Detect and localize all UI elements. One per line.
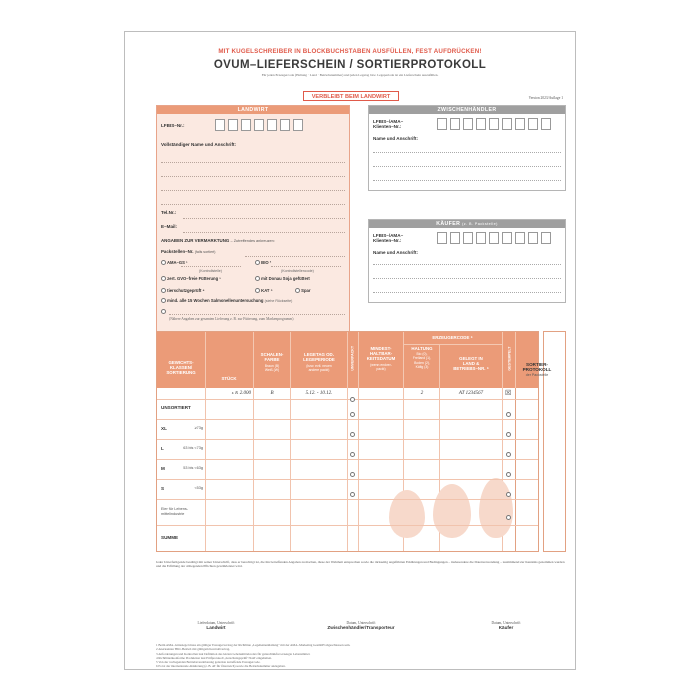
packstelle-label: Packstellen–Nr. (161, 249, 194, 254)
option-other[interactable] (161, 309, 166, 314)
row-m (161, 466, 205, 471)
digit-box[interactable] (528, 232, 538, 244)
col-haltung-header: HALTUNG (411, 346, 433, 351)
example-legetag: 5.12. - 10.12. (305, 391, 333, 396)
packstelle-input[interactable] (245, 256, 345, 257)
vermarktung-label: ANGABEN ZUR VERMARKTUNG (161, 238, 230, 243)
gestempelt-radio-l[interactable] (506, 446, 511, 464)
footnote: 5 Von der vorliegenden Betriebsvereinbarung gedeckte zutreffende Erzeugercode. (156, 660, 261, 665)
body-separator (358, 388, 359, 551)
example-gelegt: AT 1234567 (458, 391, 484, 396)
packstelle-row (161, 249, 215, 254)
kf-name-line[interactable] (373, 292, 561, 293)
unverpackt-radio-m[interactable] (350, 466, 355, 484)
example-stueck (207, 391, 251, 396)
gestempelt-radio-m[interactable] (506, 466, 511, 484)
row-xl (161, 426, 205, 431)
landwirt-name-line[interactable] (161, 204, 345, 205)
digit-box[interactable] (476, 232, 486, 244)
row-s-label: S (161, 486, 165, 491)
landwirt-email-input[interactable] (183, 232, 345, 233)
digit-box[interactable] (515, 118, 525, 130)
col-erzeugercode-header: ERZEUGERCODE ⁶ (432, 335, 473, 340)
footnote: 2 Anerkannter BIO–Betrieb mit gültigem Kontrollvertrag. (156, 647, 231, 652)
signature-row (156, 621, 566, 630)
radio-circle[interactable] (161, 288, 166, 293)
digit-box[interactable] (437, 118, 447, 130)
col-mhd-header: MINDEST- HALTBAR- KEITSDATUM (366, 346, 396, 362)
digit-box[interactable] (450, 232, 460, 244)
sorting-table (156, 331, 539, 552)
digit-box[interactable] (215, 119, 225, 131)
example-prefix: z. B. (231, 391, 239, 395)
landwirt-section (156, 105, 350, 359)
digit-box[interactable] (502, 232, 512, 244)
footnotes (156, 643, 566, 669)
kf-lfbis-label-2: Klienten–Nr.: (373, 238, 402, 244)
ama-kontrollstelle-input[interactable] (181, 266, 241, 267)
header-separator (502, 332, 503, 388)
zw-lfbis-label-2: Klienten–Nr.: (373, 124, 402, 130)
header-separator-h (403, 344, 502, 345)
option-spar[interactable] (295, 288, 310, 293)
header-separator (347, 332, 348, 388)
row-s (161, 486, 205, 491)
option-tierschutz[interactable] (161, 288, 205, 293)
row-s-sub: <53g (194, 486, 203, 490)
radio-circle[interactable] (506, 452, 511, 457)
digit-box[interactable] (463, 118, 473, 130)
gestempelt-radio-unsortiert[interactable] (506, 406, 511, 424)
row-separator (157, 479, 538, 480)
option-gvo[interactable] (161, 276, 221, 281)
option-ama-label: AMA–GS ¹ (167, 260, 188, 265)
digit-box[interactable] (280, 119, 290, 131)
radio-circle[interactable] (506, 492, 511, 497)
sortierprotokoll-title: SORTIER- PROTOKOLL (522, 362, 552, 373)
radio-circle[interactable] (161, 276, 166, 281)
option-kat[interactable] (255, 288, 273, 293)
row-separator (157, 499, 538, 500)
signature-landwirt-role: Landwirt (206, 625, 226, 630)
copy-stamp: VERBLEIBT BEIM LANDWIRT (303, 91, 399, 101)
gestempelt-radio-xl[interactable] (506, 426, 511, 444)
row-m-sub: 53 bis <63g (183, 466, 203, 470)
row-xl-sub: ≥73g (194, 426, 203, 430)
kf-lfbis-label (373, 233, 403, 244)
kf-name-label: Name und Anschrift: (373, 250, 419, 255)
ama-sub-label: (Kontrollstelle) (199, 269, 222, 273)
landwirt-name-line[interactable] (161, 176, 345, 177)
legal-statement: Jeder Unterfertigende bestätigt mit seiner Unterschrift, dass er berechtigt ist, die ihn betreffenden Angaben zu machen, diese der Wahrheit entsprechen sowie die rückseitig angeführten Erklärungen und Bedingungen – insbesondere die Datenverwendung – zustimmend zur Kenntnis genommen wurden und die Erfüllung der obliegenden Pflichten gewährleistet wird. (156, 560, 565, 569)
digit-box[interactable] (228, 119, 238, 131)
col-unverpackt-header: UNVERPACKT (350, 345, 355, 371)
signature-zwischenhaendler-role: Zwischenhändler/Transporteur (327, 625, 395, 630)
row-unsortiert-label: UNSORTIERT (161, 405, 191, 410)
landwirt-name-label: Vollständiger Name und Anschrift: (161, 142, 237, 147)
signature-kaeufer-role: Käufer (498, 625, 514, 630)
packstelle-hint: (falls sortiert) (194, 250, 216, 254)
signature-kaeufer-sub: Datum, Unterschrift (491, 621, 521, 625)
body-separator (205, 388, 206, 551)
sortierprotokoll-sub: der Packstelle (525, 372, 549, 377)
row-l-sub: 63 bis <73g (183, 446, 203, 450)
fill-instruction: MIT KUGELSCHREIBER IN BLOCKBUCHSTABEN AUSFÜLLEN, FEST AUFDRÜCKEN! (218, 48, 482, 55)
bio-sub (281, 268, 314, 273)
option-bio[interactable] (255, 260, 271, 265)
egg-decoration (389, 490, 425, 538)
example-stueck-value: 2.000 (239, 391, 251, 396)
zwischenhaendler-heading: ZWISCHENHÄNDLER (369, 106, 565, 114)
radio-circle[interactable] (506, 412, 511, 417)
kf-lfbis-label-1: LFBIS–/AMA– (373, 233, 404, 238)
option-salmonellen-sub: (siehe Rückseite) (264, 299, 293, 303)
example-farbe: B (270, 391, 274, 396)
body-separator (290, 388, 291, 551)
landwirt-tel-label: Tel.Nr.: (161, 210, 177, 215)
col-farbe-sub: Braun (B) Weiß (W) (264, 364, 280, 373)
digit-box[interactable] (293, 119, 303, 131)
radio-circle[interactable] (295, 288, 300, 293)
body-separator (515, 388, 516, 551)
kf-name-line[interactable] (373, 278, 561, 279)
radio-circle[interactable] (350, 432, 355, 437)
kaeufer-heading (369, 220, 565, 228)
example-haltung: 2 (420, 391, 424, 396)
zwischenhaendler-section (368, 105, 566, 191)
option-salmonellen[interactable] (161, 298, 292, 303)
row-l-label: L (161, 446, 164, 451)
radio-circle[interactable] (161, 309, 166, 314)
signature-landwirt[interactable] (156, 621, 276, 630)
col-gelegt-header: GELEGT IN LAND & BETRIEBS–NR. ⁶ (453, 356, 489, 372)
egg-decoration (433, 484, 471, 538)
digit-box[interactable] (267, 119, 277, 131)
zw-name-line[interactable] (373, 166, 561, 167)
row-separator (157, 439, 538, 440)
landwirt-email-label: E–Mail: (161, 224, 178, 229)
kaeufer-heading-sub: (z. B. Packstelle) (462, 222, 498, 226)
landwirt-tel-input[interactable] (183, 218, 345, 219)
col-klassen-header: GEWICHTS- KLASSEN/ SORTIERUNG (166, 360, 196, 376)
zw-name-line[interactable] (373, 152, 561, 153)
radio-circle[interactable] (350, 397, 355, 402)
example-stamped-checkbox: ☒ (505, 390, 512, 397)
digit-box[interactable] (489, 232, 499, 244)
col-legetag-header: LEGETAG OD. LEGEPERIODE (303, 352, 335, 363)
option-bio-label: BIO ² (261, 260, 272, 265)
digit-box[interactable] (450, 118, 460, 130)
other-input[interactable] (169, 314, 345, 315)
digit-box[interactable] (515, 232, 525, 244)
unverpackt-radio-s[interactable] (350, 486, 355, 504)
other-hint: (Nähere Angaben zur gesamten Lieferung z. B. zur Fütterung, zum Markenprogramm) (169, 317, 294, 321)
row-m-label: M (161, 466, 165, 471)
radio-circle[interactable] (255, 288, 260, 293)
signature-landwirt-sub: Lieferdatum, Unterschrift (197, 621, 235, 625)
vermarktung-heading (161, 238, 275, 243)
digit-box[interactable] (463, 232, 473, 244)
zw-lfbis-label (373, 119, 403, 130)
body-separator (347, 388, 348, 551)
unverpackt-radio-xl[interactable] (350, 426, 355, 444)
gestempelt-radio-industrie[interactable] (506, 509, 511, 527)
radio-circle[interactable] (161, 298, 166, 303)
form-version: Version 2023/Auflage 1 (528, 96, 563, 100)
form-subtitle: Für jeden Erzeugercode (Haltung · Land · Betriebsnummer) und jeden Legetag bzw. Legeperiode ist ein Lieferschein auszufüllen. (261, 73, 439, 77)
row-separator (157, 399, 538, 400)
digit-box[interactable] (541, 118, 551, 130)
footnote: 1 Beim AMA–Gütesiegel muss ein gültiger Erzeugervertrag der Richtlinie „Legehennenhaltung" mit der AMA–Marketing GesmbH abgeschlossen sein. (156, 643, 351, 647)
landwirt-lfbis-input[interactable] (215, 119, 306, 131)
unverpackt-radio-unsortiert[interactable] (350, 406, 355, 424)
digit-box[interactable] (241, 119, 251, 131)
option-spar-label: Spar (301, 288, 311, 293)
kaeufer-heading-label: KÄUFER (436, 221, 461, 227)
col-haltung-sub: Bio (0), Freiland (1), Boden (2), Käfig (3) (412, 352, 432, 370)
delivery-form-sheet (124, 31, 576, 670)
landwirt-name-line[interactable] (161, 162, 345, 163)
zw-lfbis-label-1: LFBIS–/AMA– (373, 119, 404, 124)
digit-box[interactable] (502, 118, 512, 130)
header-separator (358, 332, 359, 388)
kf-lfbis-input[interactable] (437, 232, 554, 244)
footnote: 6 Es ist der internationale Abkürzung (z. B. AT für Österreich) sowie die Betriebsnummer anzugeben. (156, 664, 286, 669)
row-xl-label: XL (161, 426, 167, 431)
radio-circle[interactable] (506, 515, 511, 520)
form-title: OVUM–LIEFERSCHEIN / SORTIERPROTOKOLL (213, 59, 487, 71)
landwirt-heading: LANDWIRT (157, 106, 349, 114)
vermarktung-hint: – Zutreffendes ankreuzen: (230, 239, 275, 243)
row-summe-label: SUMME (161, 535, 179, 540)
radio-circle[interactable] (255, 260, 260, 265)
zw-lfbis-input[interactable] (437, 118, 554, 130)
radio-circle[interactable] (255, 276, 260, 281)
digit-box[interactable] (437, 232, 447, 244)
footnote: 3 Anforderungen und Kontrollen laut Definition des letzten Lebensmittelcodex für gentechnikfrei erzeugte Lebensmittel. (156, 651, 311, 656)
landwirt-name-line[interactable] (161, 190, 345, 191)
bio-sub-label: (Kontrollstellencode) (281, 269, 314, 273)
col-stueck-header: STÜCK (221, 376, 237, 381)
digit-box[interactable] (254, 119, 264, 131)
radio-circle[interactable] (350, 492, 355, 497)
col-legetag-sub: (bzw. evtl. neuen andere packt) (306, 364, 332, 373)
option-donau[interactable] (255, 276, 310, 281)
option-kat-label: KAT ⁵ (261, 288, 273, 293)
signature-zwischenhaendler[interactable] (291, 621, 431, 630)
row-separator (157, 525, 538, 526)
zw-name-label: Name und Anschrift: (373, 136, 419, 141)
digit-box[interactable] (489, 118, 499, 130)
footnote: 4 Richtlinienkonforme Produktion laut Prüfprotokoll „tierschutzgeprüft"/KAT eingehalten. (156, 655, 272, 660)
body-separator (253, 388, 254, 551)
option-ama[interactable] (161, 260, 188, 265)
signature-kaeufer[interactable] (446, 621, 566, 630)
signature-zwischenhaendler-sub: Datum, Unterschrift (346, 621, 376, 625)
col-gestempelt-header: GESTEMPELT (507, 346, 512, 371)
row-industrie-label: Eier für Lebens- mittelindustrie (161, 507, 189, 516)
option-salmonellen-label: mind. alle 15 Wochen Salmonellenuntersuchung (167, 298, 264, 303)
option-donau-label: mit Donau Soja gefüttert (261, 276, 310, 281)
sortierprotokoll-header (509, 362, 565, 377)
option-tierschutz-label: tierschutzgeprüft ⁴ (167, 288, 205, 293)
radio-circle[interactable] (161, 260, 166, 265)
radio-circle[interactable] (506, 432, 511, 437)
row-l (161, 446, 205, 451)
bio-code-input[interactable] (271, 266, 341, 267)
ama-sub (199, 268, 222, 273)
kaeufer-section (368, 219, 566, 303)
header-separator (205, 332, 206, 388)
radio-circle[interactable] (350, 472, 355, 477)
unverpackt-radio-l[interactable] (350, 446, 355, 464)
digit-box[interactable] (541, 232, 551, 244)
col-farbe-header: SCHALEN- FARBE (260, 352, 284, 363)
col-mhd-sub: (wenn endver- packt) (370, 363, 392, 372)
gestempelt-radio-s[interactable] (506, 486, 511, 504)
radio-circle[interactable] (506, 472, 511, 477)
landwirt-lfbis-label: LFBIS–Nr.: (161, 123, 185, 128)
radio-circle[interactable] (350, 412, 355, 417)
radio-circle[interactable] (350, 452, 355, 457)
zw-name-line[interactable] (373, 180, 561, 181)
kf-name-line[interactable] (373, 264, 561, 265)
option-gvo-label: zert. GVO–freie Fütterung ³ (167, 276, 221, 281)
header-separator (439, 344, 440, 388)
digit-box[interactable] (528, 118, 538, 130)
header-separator (253, 332, 254, 388)
header-separator (403, 332, 404, 388)
header-separator (515, 332, 516, 388)
row-separator (157, 459, 538, 460)
digit-box[interactable] (476, 118, 486, 130)
row-separator (157, 419, 538, 420)
